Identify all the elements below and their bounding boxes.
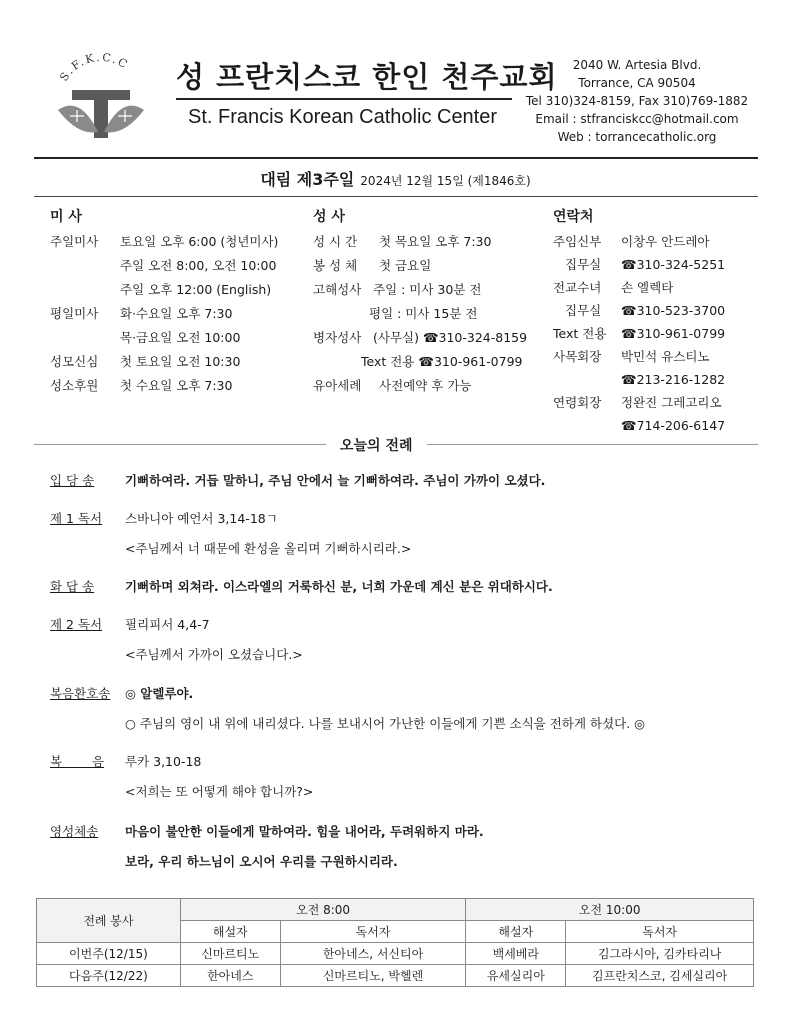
email-line: Email : stfranciskcc@hotmail.com — [535, 112, 739, 126]
liturgy-heading: 오늘의 전례 — [326, 435, 427, 455]
contact-label: 사목회장 — [553, 349, 602, 364]
week-cell: 이번주(12/15) — [37, 943, 181, 965]
gospel-label: 복 음 — [50, 754, 105, 769]
mass-row — [50, 254, 300, 278]
sacrament-row — [313, 374, 548, 398]
contact-phone: ☎213-216-1282 — [621, 372, 726, 387]
mass-value: 주일 오후 12:00 (English) — [120, 282, 272, 297]
contacts-list — [553, 230, 753, 437]
mass-label: 평일미사 — [50, 306, 99, 321]
commentator-cell: 신마르티노 — [180, 943, 280, 965]
address-line-1: 2040 W. Artesia Blvd. — [572, 58, 702, 72]
contact-phone: ☎714-206-6147 — [621, 418, 726, 433]
commentator-cell: 백세베라 — [466, 943, 566, 965]
contact-row — [553, 368, 753, 391]
reader-cell: 한아네스, 서신티아 — [280, 943, 466, 965]
gospel-theme: <저희는 또 어떻게 해야 합니까?> — [125, 784, 314, 799]
contact-value: 박민석 유스티노 — [621, 349, 710, 364]
contact-row — [553, 414, 753, 437]
communion-antiphon-line2: 보라, 우리 하느님이 오시어 우리를 구원하시리라. — [125, 854, 398, 869]
contact-label: 주임신부 — [553, 234, 602, 249]
table-header-row — [37, 899, 754, 921]
gospel-acclamation-verse: ○ 주님의 영이 내 위에 내리셨다. 나를 보내시어 가난한 이들에게 기쁜 소식을 전하게 하셨다. ◎ — [125, 716, 646, 731]
contact-label: 연령회장 — [553, 395, 602, 410]
contact-value: 정완진 그레고리오 — [621, 395, 722, 410]
sacrament-value: Text 전용 ☎310-961-0799 — [361, 354, 523, 369]
commentator-cell: 유세실리아 — [466, 965, 566, 987]
contact-value: 손 엘렉타 — [621, 280, 674, 295]
sacraments-schedule — [313, 230, 548, 398]
header-divider — [34, 157, 758, 159]
second-reading-theme: <주님께서 가까이 오셨습니다.> — [125, 647, 303, 662]
mass-label: 성모신심 — [50, 354, 99, 369]
sacrament-label: 성 시 간 — [313, 234, 358, 249]
title-divider — [176, 98, 512, 100]
contact-row — [553, 391, 753, 414]
reader-cell: 김프란치스코, 김세실리아 — [566, 965, 754, 987]
table-row — [37, 943, 754, 965]
responsorial-psalm: 기뻐하며 외쳐라. 이스라엘의 거룩하신 분, 너희 가운데 계신 분은 위대하시다. — [125, 579, 553, 594]
mass-value: 주일 오전 8:00, 오전 10:00 — [120, 258, 277, 273]
logo-text: S.F.K.C.C — [57, 50, 132, 84]
contact-phone: ☎310-324-5251 — [621, 257, 726, 272]
mass-value: 첫 수요일 오후 7:30 — [120, 378, 233, 393]
sacrament-label: 유아세례 — [313, 378, 362, 393]
sacrament-row — [313, 326, 548, 350]
contact-phone: ☎310-961-0799 — [621, 326, 726, 341]
address-line-2: Torrance, CA 90504 — [578, 76, 696, 90]
contact-label: 전교수녀 — [553, 280, 602, 295]
contact-row — [553, 345, 753, 368]
week-cell: 다음주(12/22) — [37, 965, 181, 987]
reader-cell: 신마르티노, 박헬렌 — [280, 965, 466, 987]
phone-line: Tel 310)324-8159, Fax 310)769-1882 — [525, 94, 749, 108]
web-line: Web : torrancecatholic.org — [557, 130, 717, 144]
first-reading-theme: <주님께서 너 때문에 환성을 올리며 기뻐하시리라.> — [125, 541, 412, 556]
entrance-antiphon: 기뻐하여라. 거듭 말하니, 주님 안에서 늘 기뻐하여라. 주님이 가까이 오셨다. — [125, 473, 546, 488]
mass-value: 토요일 오후 6:00 (청년미사) — [120, 234, 279, 249]
contact-row — [553, 276, 753, 299]
second-reading-label: 제 2 독서 — [50, 617, 103, 632]
sacrament-value: 첫 금요일 — [379, 258, 432, 273]
mass-row — [50, 350, 300, 374]
mass-row — [50, 230, 300, 254]
sacraments-heading: 성 사 — [313, 209, 345, 225]
sunday-title: 대림 제3주일 — [260, 170, 355, 189]
bulletin-date: 2024년 12월 15일 (제1846호) — [360, 174, 531, 188]
contact-row — [553, 322, 753, 345]
bulletin-subtitle — [0, 167, 791, 190]
sacrament-value: 평일 : 미사 15분 전 — [369, 306, 478, 321]
sacrament-row — [313, 302, 548, 326]
communion-label: 영성체송 — [50, 824, 99, 839]
communion-antiphon: 마음이 불안한 이들에게 말하여라. 힘을 내어라, 두려워하지 마라. — [125, 824, 484, 839]
table-row — [37, 965, 754, 987]
mass-value: 화·수요일 오후 7:30 — [120, 306, 233, 321]
commentator-cell: 한아네스 — [180, 965, 280, 987]
mass-row — [50, 302, 300, 326]
contact-row — [553, 299, 753, 322]
service-corner-cell: 전례 봉사 — [37, 899, 181, 943]
contact-value: 이창우 안드레아 — [621, 234, 710, 249]
reader-header: 독서자 — [280, 921, 466, 943]
reader-header: 독서자 — [566, 921, 754, 943]
first-reading-label: 제 1 독서 — [50, 511, 103, 526]
reader-cell: 김그라시아, 김카타리나 — [566, 943, 754, 965]
sacrament-row — [313, 350, 548, 374]
mass-schedule — [50, 230, 300, 398]
sacrament-value: 첫 목요일 오후 7:30 — [379, 234, 492, 249]
mass-row — [50, 278, 300, 302]
gospel-acclamation: ◎ 알렐루야. — [125, 686, 194, 701]
sacrament-row — [313, 230, 548, 254]
mass-value: 목·금요일 오전 10:00 — [120, 330, 241, 345]
contact-row — [553, 230, 753, 253]
mass-row — [50, 326, 300, 350]
commentator-header: 해설자 — [180, 921, 280, 943]
contact-label: 집무실 — [565, 303, 602, 318]
sacrament-value: (사무실) ☎310-324-8159 — [373, 330, 528, 345]
contact-address — [522, 56, 752, 146]
psalm-label: 화 답 송 — [50, 579, 95, 594]
parish-title-korean: 성 프란치스코 한인 천주교회 — [176, 60, 558, 94]
sacrament-value: 주일 : 미사 30분 전 — [373, 282, 482, 297]
mass-8am-header: 오전 8:00 — [180, 899, 466, 921]
parish-title-english: St. Francis Korean Catholic Center — [188, 106, 498, 128]
svg-text:S.F.K.C.C — [57, 51, 131, 84]
liturgy-service-table — [36, 898, 754, 987]
subtitle-divider — [34, 196, 758, 197]
sacrament-row — [313, 254, 548, 278]
contact-phone: ☎310-523-3700 — [621, 303, 726, 318]
mass-value: 첫 토요일 오전 10:30 — [120, 354, 241, 369]
alleluia-label: 복음환호송 — [50, 686, 111, 701]
mass-row — [50, 374, 300, 398]
sacrament-label: 병자성사 — [313, 330, 362, 345]
commentator-header: 해설자 — [466, 921, 566, 943]
mass-10am-header: 오전 10:00 — [466, 899, 754, 921]
sacrament-row — [313, 278, 548, 302]
entrance-label: 입 당 송 — [50, 473, 95, 488]
contact-row — [553, 253, 753, 276]
sacrament-value: 사전예약 후 가능 — [379, 378, 472, 393]
sacrament-label: 고해성사 — [313, 282, 362, 297]
mass-label: 주일미사 — [50, 234, 99, 249]
second-reading-citation: 필리피서 4,4-7 — [125, 617, 210, 632]
first-reading-citation: 스바니아 예언서 3,14-18ㄱ — [125, 511, 278, 526]
gospel-citation: 루카 3,10-18 — [125, 754, 202, 769]
sacrament-label: 봉 성 체 — [313, 258, 358, 273]
mass-heading: 미 사 — [50, 209, 82, 225]
parish-logo — [50, 40, 150, 150]
mass-label: 성소후원 — [50, 378, 99, 393]
contact-label: Text 전용 — [553, 326, 607, 341]
contact-label: 집무실 — [565, 257, 602, 272]
contacts-heading: 연락처 — [553, 209, 594, 225]
